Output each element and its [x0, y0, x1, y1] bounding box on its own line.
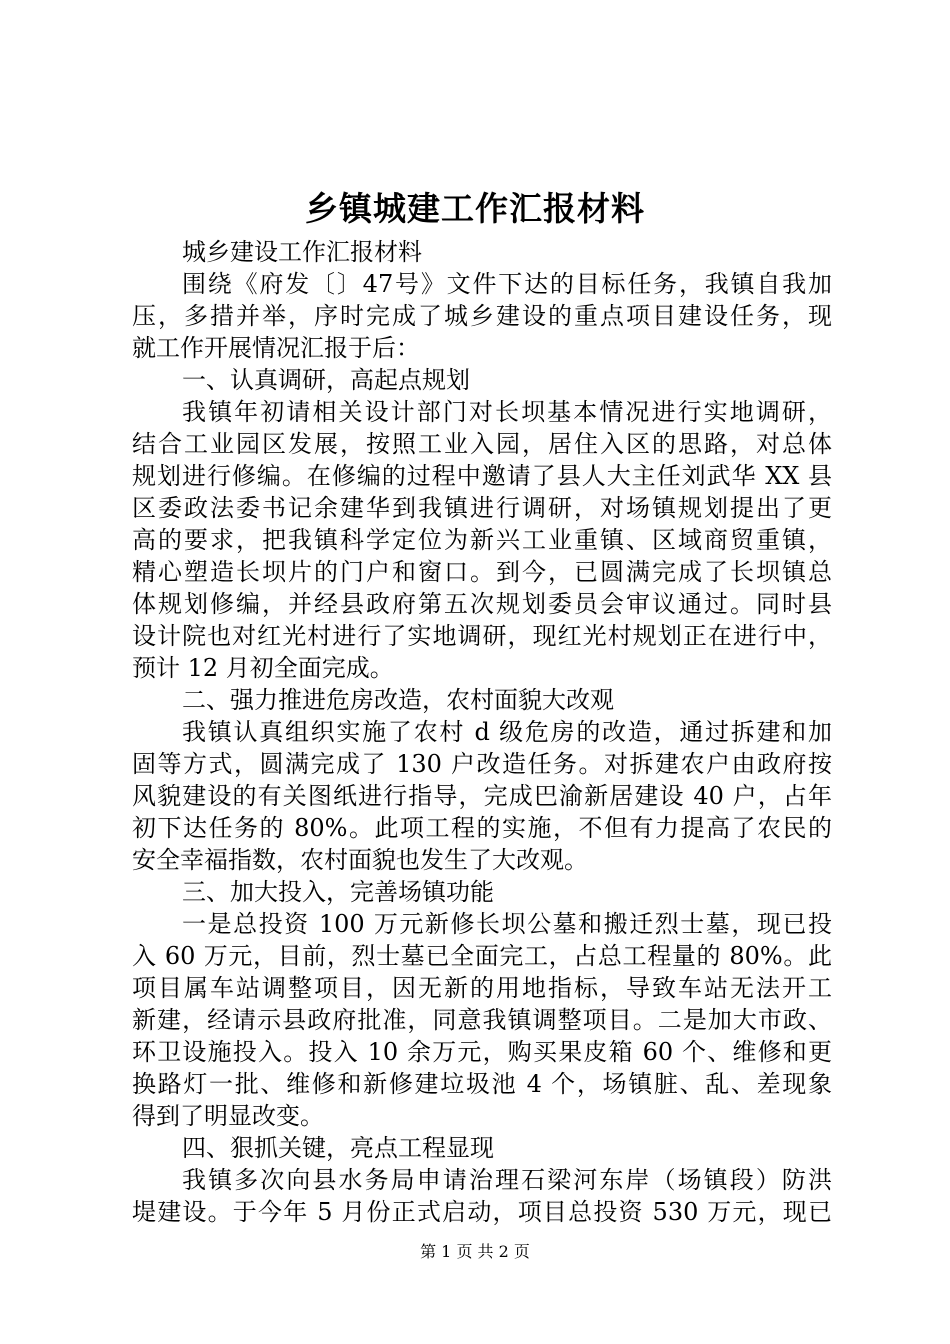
- paragraph-line: 安全幸福指数，农村面貌也发生了大改观。: [132, 846, 588, 874]
- paragraph-line: 固等方式，圆满完成了 130 户改造任务。对拆建农户由政府按: [132, 750, 832, 778]
- paragraph-line: 结合工业园区发展，按照工业入园，居住入区的思路，对总体: [132, 430, 832, 458]
- paragraph-line: 我镇认真组织实施了农村 d 级危房的改造，通过拆建和加: [182, 718, 832, 746]
- subtitle-line: 城乡建设工作汇报材料: [182, 238, 422, 266]
- paragraph-line: 环卫设施投入。投入 10 余万元，购买果皮箱 60 个、维修和更: [132, 1038, 832, 1066]
- section-heading-2: 二、强力推进危房改造，农村面貌大改观: [182, 686, 614, 714]
- paragraph-line: 风貌建设的有关图纸进行指导，完成巴渝新居建设 40 户，占年: [132, 782, 832, 810]
- paragraph-line: 预计 12 月初全面完成。: [132, 654, 394, 682]
- document-title: 乡镇城建工作汇报材料: [305, 189, 645, 228]
- paragraph-line: 精心塑造长坝片的门户和窗口。到今，已圆满完成了长坝镇总: [132, 558, 832, 586]
- section-heading-4: 四、狠抓关键，亮点工程显现: [182, 1134, 494, 1162]
- paragraph-line: 就工作开展情况汇报于后：: [132, 334, 420, 362]
- paragraph-line: 新建，经请示县政府批准，同意我镇调整项目。二是加大市政、: [132, 1006, 832, 1034]
- paragraph-line: 得到了明显改变。: [132, 1102, 324, 1130]
- paragraph-line: 我镇多次向县水务局申请治理石梁河东岸（场镇段）防洪: [182, 1166, 832, 1194]
- paragraph-line: 区委政法委书记余建华到我镇进行调研，对场镇规划提出了更: [132, 494, 832, 522]
- paragraph-line: 换路灯一批、维修和新修建垃圾池 4 个，场镇脏、乱、差现象: [132, 1070, 832, 1098]
- section-heading-3: 三、加大投入，完善场镇功能: [182, 878, 494, 906]
- paragraph-line: 设计院也对红光村进行了实地调研，现红光村规划正在进行中，: [132, 622, 832, 650]
- paragraph-line: 高的要求，把我镇科学定位为新兴工业重镇、区域商贸重镇，: [132, 526, 832, 554]
- page-footer: 第 1 页 共 2 页: [420, 1242, 530, 1261]
- paragraph-line: 初下达任务的 80%。此项工程的实施，不但有力提高了农民的: [132, 814, 832, 842]
- paragraph-line: 围绕《府发〔〕47号》文件下达的目标任务，我镇自我加: [182, 270, 832, 298]
- paragraph-line: 体规划修编，并经县政府第五次规划委员会审议通过。同时县: [132, 590, 832, 618]
- paragraph-line: 规划进行修编。在修编的过程中邀请了县人大主任刘武华 XX 县: [132, 462, 832, 490]
- paragraph-line: 入 60 万元，目前，烈士墓已全面完工，占总工程量的 80%。此: [132, 942, 832, 970]
- paragraph-line: 我镇年初请相关设计部门对长坝基本情况进行实地调研，: [182, 398, 832, 426]
- paragraph-line: 压，多措并举，序时完成了城乡建设的重点项目建设任务，现: [132, 302, 832, 330]
- paragraph-line: 堤建设。于今年 5 月份正式启动，项目总投资 530 万元，现已: [132, 1198, 832, 1226]
- paragraph-line: 项目属车站调整项目，因无新的用地指标，导致车站无法开工: [132, 974, 832, 1002]
- paragraph-line: 一是总投资 100 万元新修长坝公墓和搬迁烈士墓，现已投: [182, 910, 832, 938]
- section-heading-1: 一、认真调研，高起点规划: [182, 366, 470, 394]
